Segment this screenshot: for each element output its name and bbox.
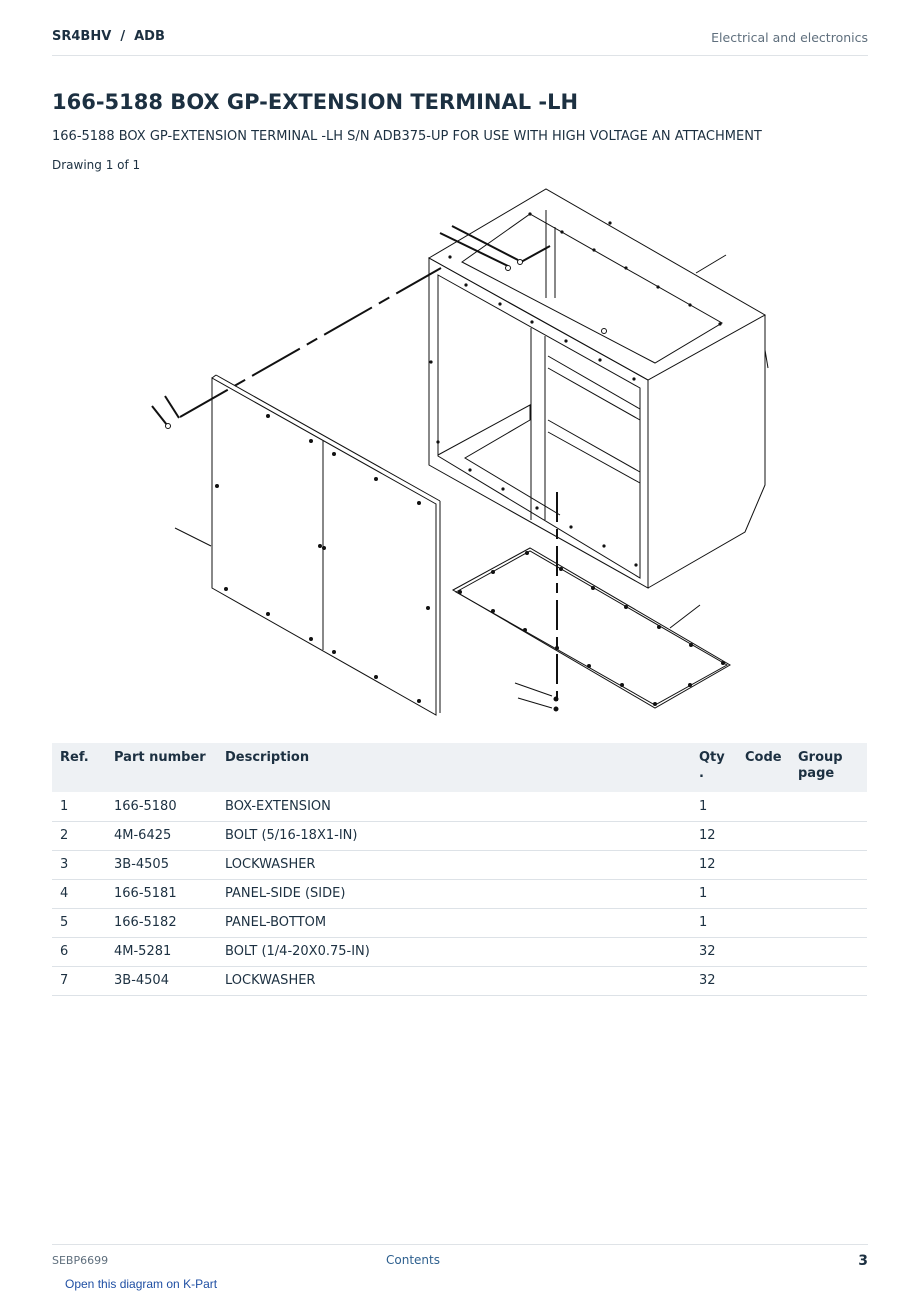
table-row <box>52 821 867 850</box>
cell-qty: 32 <box>691 937 737 966</box>
col-header-code: Code <box>745 750 782 765</box>
box-top-opening <box>462 214 722 363</box>
document-code: SEBP6699 <box>52 1254 109 1267</box>
cell-qty: 1 <box>691 879 737 908</box>
cell-group-page <box>790 821 867 850</box>
cell-ref: 3 <box>52 850 106 879</box>
table-row <box>52 850 867 879</box>
contents-link[interactable]: Contents <box>386 1253 440 1267</box>
page-header <box>52 28 868 56</box>
cell-code <box>737 850 790 879</box>
cell-ref: 6 <box>52 937 106 966</box>
table-row <box>52 966 867 995</box>
cell-code <box>737 937 790 966</box>
col-header-group-line1: Group <box>798 750 843 765</box>
cell-part-number: 3B-4505 <box>106 850 217 879</box>
col-header-qty-line2: . <box>699 766 704 781</box>
cell-description: BOX-EXTENSION <box>217 792 691 821</box>
col-header-qty <box>691 743 737 792</box>
cell-qty: 1 <box>691 908 737 937</box>
cell-qty: 32 <box>691 966 737 995</box>
cell-qty: 12 <box>691 821 737 850</box>
col-header-description: Description <box>225 750 310 765</box>
cell-group-page <box>790 908 867 937</box>
cell-ref: 2 <box>52 821 106 850</box>
cell-part-number: 166-5182 <box>106 908 217 937</box>
col-header-part-number: Part number <box>114 750 206 765</box>
cell-group-page <box>790 792 867 821</box>
drawing-label: Drawing 1 of 1 <box>52 158 141 172</box>
cell-part-number: 4M-5281 <box>106 937 217 966</box>
col-header-qty-line1: Qty <box>699 750 725 765</box>
page-title: 166-5188 BOX GP-EXTENSION TERMINAL -LH <box>52 90 579 114</box>
cell-code <box>737 908 790 937</box>
exploded-parts-diagram[interactable] <box>140 180 780 725</box>
table-row <box>52 792 867 821</box>
cell-ref: 5 <box>52 908 106 937</box>
table-row <box>52 937 867 966</box>
open-in-kpart-link[interactable]: Open this diagram on K-Part <box>65 1277 218 1291</box>
cell-description: PANEL-SIDE (SIDE) <box>217 879 691 908</box>
box-front-face <box>429 258 648 588</box>
parts-table <box>52 743 867 996</box>
cell-part-number: 166-5181 <box>106 879 217 908</box>
cell-group-page <box>790 937 867 966</box>
section-name: Electrical and electronics <box>711 30 868 45</box>
breadcrumb: SR4BHV / ADB <box>52 29 165 44</box>
box-front-opening <box>438 275 640 578</box>
table-header-row <box>52 743 867 792</box>
cell-part-number: 4M-6425 <box>106 821 217 850</box>
cell-group-page <box>790 850 867 879</box>
col-header-group-page <box>790 743 867 792</box>
cell-code <box>737 966 790 995</box>
table-row <box>52 879 867 908</box>
cell-qty: 1 <box>691 792 737 821</box>
cell-description: BOLT (5/16-18X1-IN) <box>217 821 691 850</box>
cell-ref: 4 <box>52 879 106 908</box>
cell-code <box>737 879 790 908</box>
cell-part-number: 166-5180 <box>106 792 217 821</box>
cell-description: LOCKWASHER <box>217 966 691 995</box>
cell-description: PANEL-BOTTOM <box>217 908 691 937</box>
page-footer <box>52 1244 868 1274</box>
table-row <box>52 908 867 937</box>
cell-description: LOCKWASHER <box>217 850 691 879</box>
cell-description: BOLT (1/4-20X0.75-IN) <box>217 937 691 966</box>
page-subtitle: 166-5188 BOX GP-EXTENSION TERMINAL -LH S/N ADB375-UP FOR USE WITH HIGH VOLTAGE AN ATTACHMENT <box>52 129 762 144</box>
cell-qty: 12 <box>691 850 737 879</box>
col-header-group-line2: page <box>798 766 835 781</box>
cell-code <box>737 821 790 850</box>
cell-code <box>737 792 790 821</box>
cell-part-number: 3B-4504 <box>106 966 217 995</box>
cell-group-page <box>790 879 867 908</box>
col-header-ref: Ref. <box>60 750 89 765</box>
cell-ref: 1 <box>52 792 106 821</box>
page-number: 3 <box>858 1253 868 1269</box>
cell-group-page <box>790 966 867 995</box>
cell-ref: 7 <box>52 966 106 995</box>
